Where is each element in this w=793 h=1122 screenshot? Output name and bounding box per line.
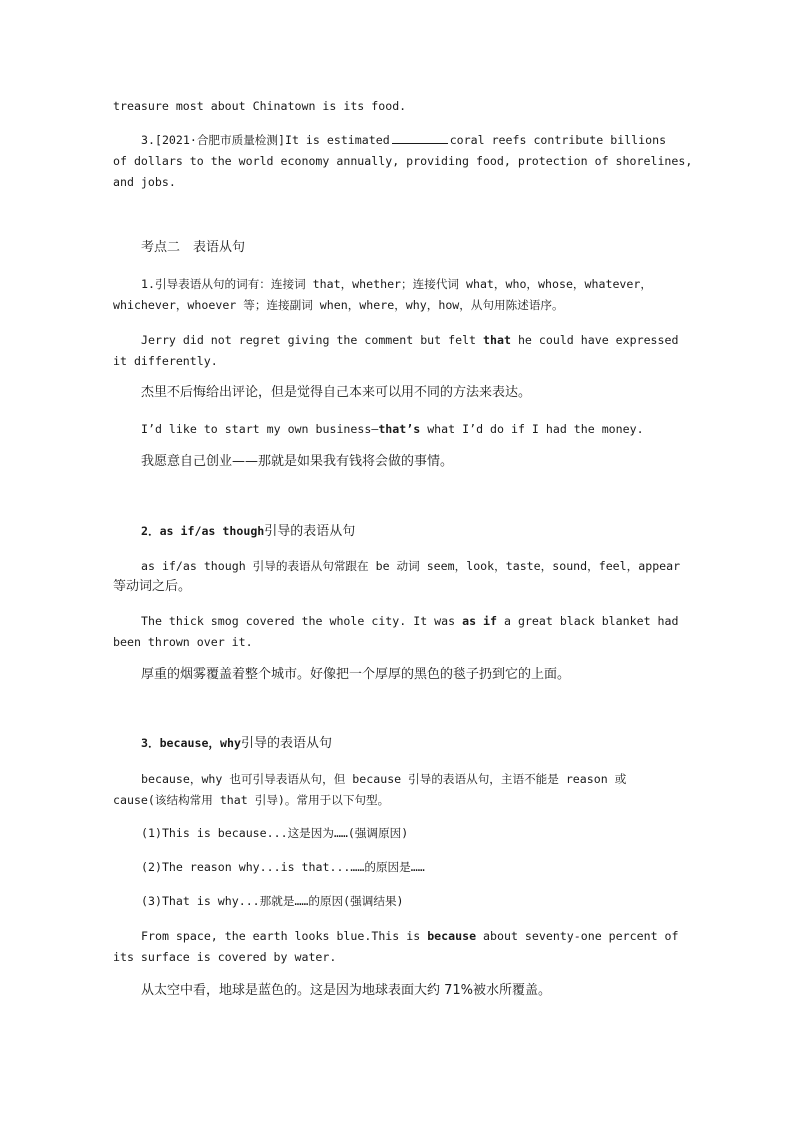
translation: 我愿意自己创业——那就是如果我有钱将会做的事情。 <box>141 454 454 469</box>
example-sentence <box>113 333 678 347</box>
text-line: 等动词之后。 <box>113 579 192 594</box>
example-sentence <box>113 929 679 943</box>
translation: 杰里不后悔给出评论，但是觉得自己本来可以用不同的方法来表达。 <box>141 385 532 400</box>
heading-text: 引导的表语从句 <box>264 524 356 539</box>
text-segment: a great black blanket had <box>503 614 679 628</box>
text-line: been thrown over it. <box>113 635 253 649</box>
example-sentence <box>113 422 644 436</box>
keyword: that <box>483 333 511 347</box>
text-line: 1.引导表语从句的词有：连接词 that，whether；连接代词 what，who，whose，whatever， <box>141 277 652 291</box>
subsection-heading <box>113 736 332 751</box>
text-line: its surface is covered by water. <box>113 950 337 964</box>
translation: 从太空中看，地球是蓝色的。这是因为地球表面大约 71%被水所覆盖。 <box>141 983 552 998</box>
fill-in-blank[interactable] <box>392 133 448 144</box>
exercise-item-3 <box>113 133 666 147</box>
text-segment: he could have expressed <box>517 333 679 347</box>
text-line: because，why 也可引导表语从句，但 because 引导的表语从句，主语不能是 reason 或 <box>141 772 627 786</box>
text-line: treasure most about Chinatown is its food. <box>113 99 407 113</box>
example-sentence <box>113 614 679 628</box>
heading-keyword: 2．as if/as though <box>141 524 265 538</box>
text-segment: coral reefs contribute billions <box>449 133 667 147</box>
heading-text: 引导的表语从句 <box>240 736 332 751</box>
subsection-heading <box>113 524 355 539</box>
text-line: as if/as though 引导的表语从句常跟在 be 动词 seem，look，taste，sound，feel，appear <box>141 559 681 573</box>
heading-keyword: 3．because，why <box>141 736 241 750</box>
section-heading: 考点二 表语从句 <box>141 240 246 255</box>
keyword: as if <box>462 614 497 628</box>
text-line: it differently. <box>113 354 218 368</box>
text-line: and jobs. <box>113 175 176 189</box>
keyword: because <box>427 929 477 943</box>
text-segment: what I’d do if I had the money. <box>427 422 644 436</box>
text-line: whichever，whoever 等；连接副词 when，where，why，how，从句用陈述语序。 <box>113 298 564 312</box>
text-line: of dollars to the world economy annually, providing food, protection of shorelines, <box>113 154 693 168</box>
pattern-item: (3)That is why...那就是……的原因(强调结果) <box>141 894 404 908</box>
text-segment: From space, the earth looks blue.This is <box>141 929 421 943</box>
text-segment: The thick smog covered the whole city. It was <box>141 614 456 628</box>
pattern-item: (2)The reason why...is that...……的原因是…… <box>141 860 425 874</box>
text-segment: about seventy-one percent of <box>483 929 679 943</box>
pattern-item: (1)This is because...这是因为……(强调原因) <box>141 826 409 840</box>
keyword: that’s <box>378 422 421 436</box>
text-segment: Jerry did not regret giving the comment but felt <box>141 333 477 347</box>
text-line: cause(该结构常用 that 引导)。常用于以下句型。 <box>113 793 390 807</box>
translation: 厚重的烟雾覆盖着整个城市。好像把一个厚厚的黑色的毯子扔到它的上面。 <box>141 667 571 682</box>
text-segment: I’d like to start my own business— <box>141 422 379 436</box>
text-segment: 3.[2021·合肥市质量检测]It is estimated <box>141 133 390 147</box>
